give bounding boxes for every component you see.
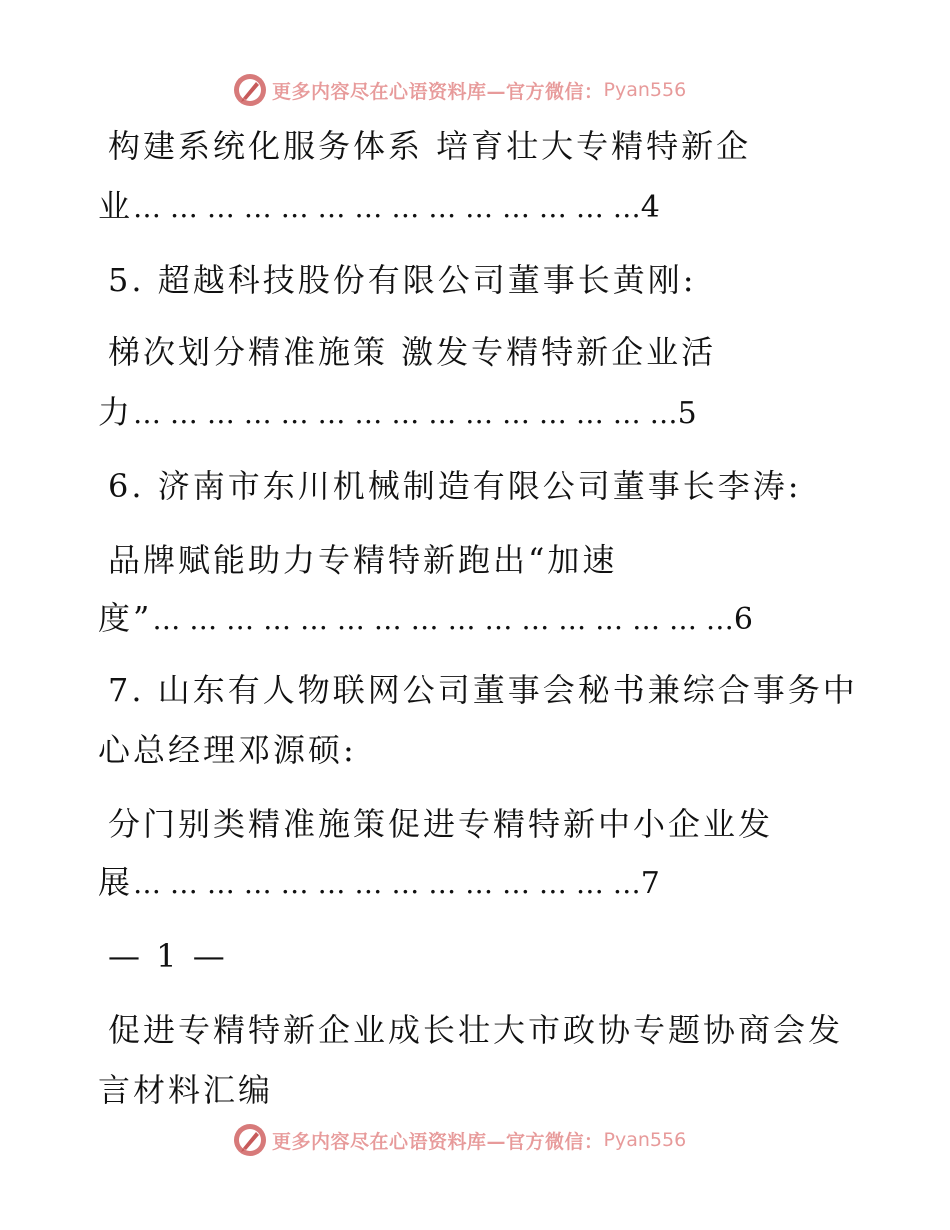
watermark-wechat-id: Pyan556 xyxy=(603,79,687,101)
toc-entry7-page-number: 7 xyxy=(640,866,660,901)
toc-entry4-title-line2 xyxy=(98,186,660,228)
toc-entry7-title-end: 展 xyxy=(98,863,134,901)
watermark-banner-bottom xyxy=(232,1122,686,1158)
quill-pen-icon xyxy=(232,1122,268,1158)
toc-entry5-leader-dots: … … … … … … … … … … … … … … … xyxy=(133,397,678,430)
quill-pen-icon xyxy=(232,72,268,108)
toc-entry5-title-line1: 梯次划分精准施策 激发专精特新企业活 xyxy=(108,333,717,371)
toc-entry5-page-number: 5 xyxy=(677,396,697,431)
toc-entry4-page-number: 4 xyxy=(640,190,660,225)
toc-entry6-leader-dots: … … … … … … … … … … … … … … … … xyxy=(152,603,734,636)
toc-entry7-leader-dots: … … … … … … … … … … … … … … xyxy=(133,867,641,900)
toc-entry7-title-line2 xyxy=(98,862,660,904)
toc-entry5-heading: 5. 超越科技股份有限公司董事长黄刚: xyxy=(108,261,697,299)
toc-entry4-title-end: 业 xyxy=(98,187,134,225)
toc-entry4-title-line1: 构建系统化服务体系 培育壮大专精特新企 xyxy=(108,127,752,165)
watermark-text: 更多内容尽在心语资料库—官方微信： xyxy=(272,80,604,103)
document-title-line1: 促进专精特新企业成长壮大市政协专题协商会发 xyxy=(108,1011,844,1049)
toc-entry6-title-line1: 品牌赋能助力专精特新跑出“加速 xyxy=(108,541,618,579)
toc-entry5-title-line2 xyxy=(98,392,697,434)
toc-entry7-heading-line2: 心总经理邓源硕: xyxy=(98,731,357,769)
document-title-line2: 言材料汇编 xyxy=(98,1071,274,1109)
toc-entry7-title-line1: 分门别类精准施策促进专精特新中小企业发 xyxy=(108,805,774,843)
toc-entry6-title-line2 xyxy=(98,598,753,640)
toc-entry7-heading-line1: 7. 山东有人物联网公司董事会秘书兼综合事务中 xyxy=(108,671,858,709)
toc-entry6-page-number: 6 xyxy=(733,602,753,637)
watermark-wechat-id: Pyan556 xyxy=(603,1129,687,1151)
watermark-banner-top xyxy=(232,72,686,108)
page-number-marker: — 1 — xyxy=(108,937,228,975)
toc-entry4-leader-dots: … … … … … … … … … … … … … … xyxy=(133,191,641,224)
toc-entry6-title-end: 度” xyxy=(98,599,153,637)
toc-entry5-title-end: 力 xyxy=(98,393,134,431)
watermark-text: 更多内容尽在心语资料库—官方微信： xyxy=(272,1130,604,1153)
toc-entry6-heading: 6. 济南市东川机械制造有限公司董事长李涛: xyxy=(108,467,802,505)
